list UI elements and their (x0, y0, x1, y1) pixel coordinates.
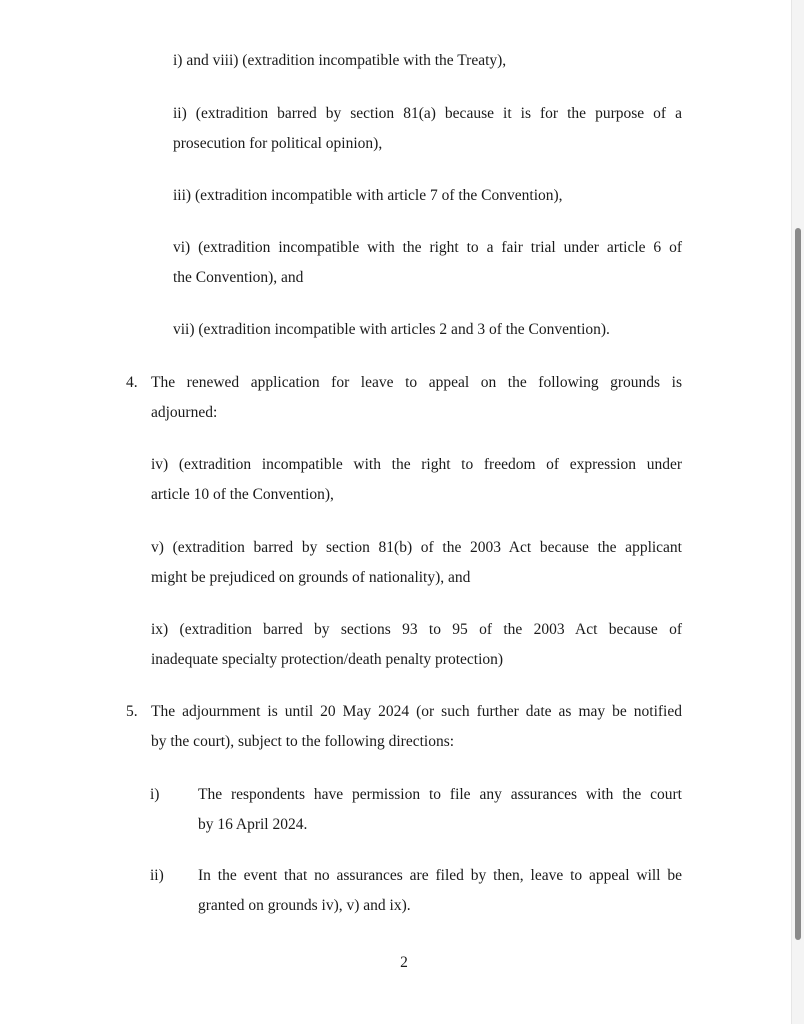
paragraph-number: 4. (126, 374, 138, 391)
direction-text: The respondents have permission to file any assurances with the court (198, 786, 682, 803)
direction-number: i) (150, 786, 160, 803)
scrollbar-thumb[interactable] (795, 228, 801, 940)
ground-line: v) (extradition barred by section 81(b) of the 2003 Act because the applicant (151, 539, 682, 556)
ground-line: vii) (extradition incompatible with articles 2 and 3 of the Convention). (173, 321, 610, 338)
paragraph-text: by the court), subject to the following directions: (151, 733, 455, 750)
ground-line: ix) (extradition barred by sections 93 to 95 of the 2003 Act because of (151, 621, 682, 638)
direction-text: by 16 April 2024. (198, 816, 308, 833)
ground-line: the Convention), and (173, 269, 304, 286)
ground-line: prosecution for political opinion), (173, 135, 383, 152)
ground-line: i) and viii) (extradition incompatible with the Treaty), (173, 52, 507, 69)
ground-line: might be prejudiced on grounds of nationality), and (151, 569, 471, 586)
direction-number: ii) (150, 867, 164, 884)
paragraph-text: The renewed application for leave to appeal on the following grounds is (151, 374, 682, 391)
paragraph-text: The adjournment is until 20 May 2024 (or such further date as may be notified (151, 703, 682, 720)
direction-text: granted on grounds iv), v) and ix). (198, 897, 411, 914)
page-number: 2 (400, 954, 408, 971)
ground-line: inadequate specialty protection/death penalty protection) (151, 651, 504, 668)
ground-line: vi) (extradition incompatible with the right to a fair trial under article 6 of (173, 239, 682, 256)
ground-line: article 10 of the Convention), (151, 486, 334, 503)
ground-line: ii) (extradition barred by section 81(a) because it is for the purpose of a (173, 105, 682, 122)
ground-line: iv) (extradition incompatible with the right to freedom of expression under (151, 456, 682, 473)
direction-text: In the event that no assurances are filed by then, leave to appeal will be (198, 867, 682, 884)
paragraph-number: 5. (126, 703, 138, 720)
scrollbar-track[interactable] (791, 0, 804, 1024)
ground-line: iii) (extradition incompatible with article 7 of the Convention), (173, 187, 563, 204)
paragraph-text: adjourned: (151, 404, 218, 421)
